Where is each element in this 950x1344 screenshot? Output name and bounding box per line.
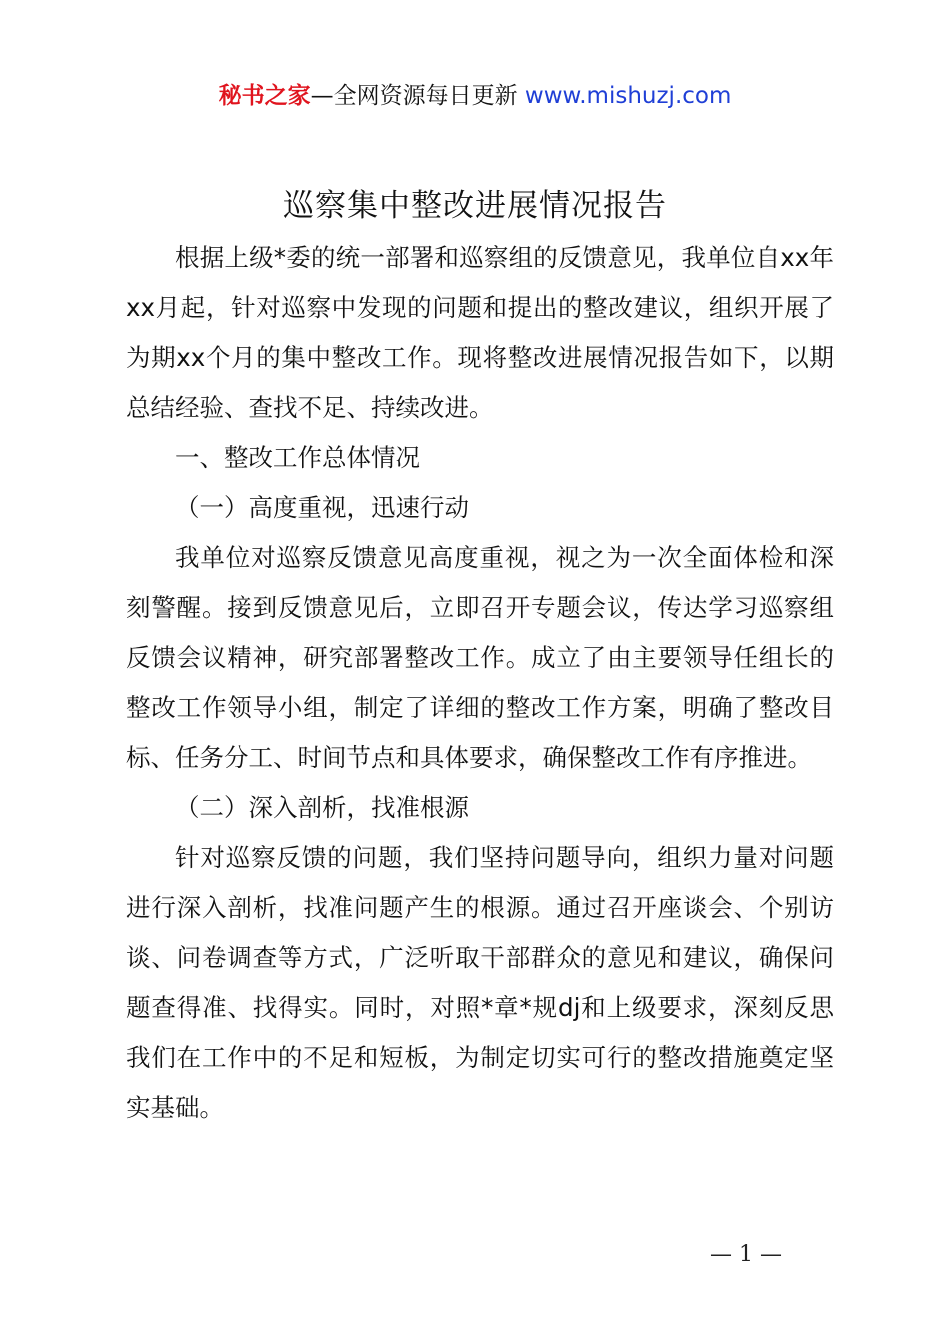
body-paragraph: 我单位对巡察反馈意见高度重视，视之为一次全面体检和深刻警醒。接到反馈意见后，立即召开专题会议，传达学习巡察组反馈会议精神，研究部署整改工作。成立了由主要领导任组长的整改工作领导小组，制定了详细的整改工作方案，明确了整改目标、任务分工、时间节点和具体要求，确保整改工作有序推进。: [126, 543, 834, 772]
document-title: 巡察集中整改进展情况报告: [283, 188, 667, 224]
page-number: — 1 —: [710, 1242, 782, 1267]
site-url-link[interactable]: www.mishuzj.com: [524, 83, 732, 109]
subsection-heading-1: （一）高度重视，迅速行动: [175, 493, 469, 522]
document-body: [126, 233, 834, 1133]
site-brand: 秘书之家: [218, 83, 311, 109]
body-paragraph: 针对巡察反馈的问题，我们坚持问题导向，组织力量对问题进行深入剖析，找准问题产生的根源。通过召开座谈会、个别访谈、问卷调查等方式，广泛听取干部群众的意见和建议，确保问题查得准、找得实。同时，对照*章*规dj和上级要求，深刻反思我们在工作中的不足和短板，为制定切实可行的整改措施奠定坚实基础。: [126, 843, 834, 1122]
site-header: [0, 80, 950, 112]
section-heading-1: 一、整改工作总体情况: [175, 443, 420, 472]
site-tagline: —全网资源每日更新: [310, 83, 525, 109]
intro-paragraph: 根据上级*委的统一部署和巡察组的反馈意见，我单位自xx年xx月起，针对巡察中发现的问题和提出的整改建议，组织开展了为期xx个月的集中整改工作。现将整改进展情况报告如下，以期总结经验、查找不足、持续改进。: [126, 243, 834, 422]
subsection-heading-2: （二）深入剖析，找准根源: [175, 793, 469, 822]
